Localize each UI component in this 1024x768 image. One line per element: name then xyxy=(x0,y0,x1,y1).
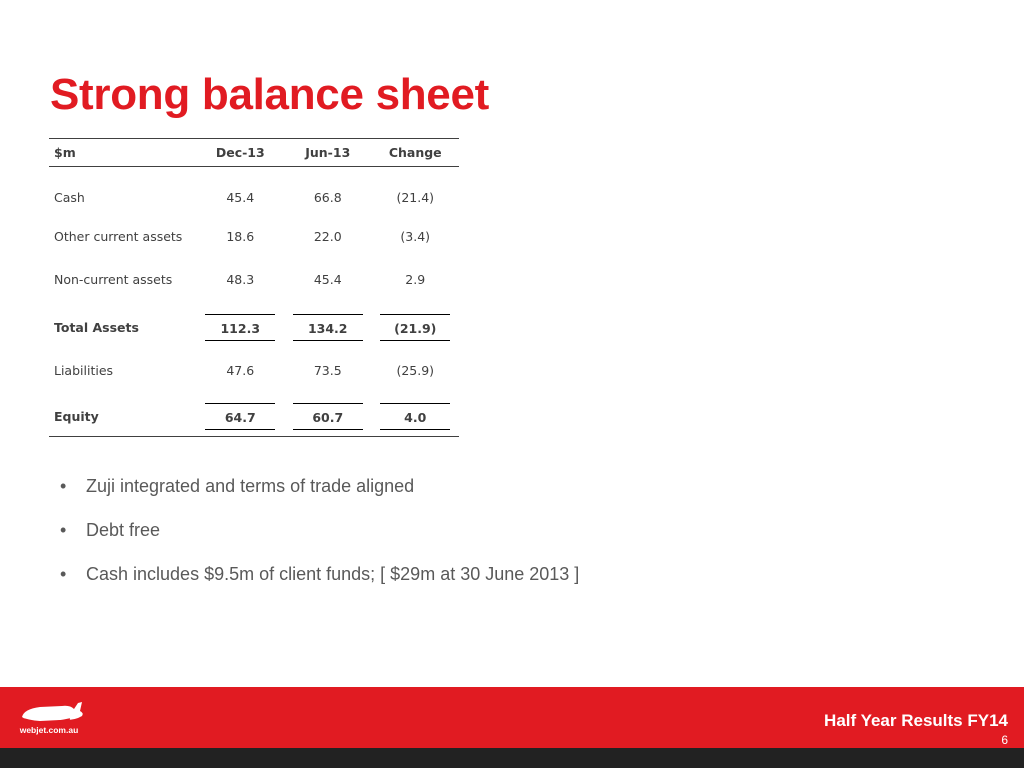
table-row xyxy=(49,215,459,258)
page-number: 6 xyxy=(1001,733,1008,747)
footer-bar xyxy=(0,687,1024,768)
table-header-row xyxy=(49,139,459,167)
table-row xyxy=(49,258,459,301)
webjet-logo xyxy=(0,687,98,748)
value-cell: 73.5 xyxy=(313,363,342,378)
value-cell: 66.8 xyxy=(313,189,342,205)
total-value: (21.9) xyxy=(380,314,450,341)
table-row-total-assets xyxy=(49,301,459,349)
bullet-dot-icon: • xyxy=(60,520,67,540)
bullet-text: Debt free xyxy=(86,520,161,540)
table-row xyxy=(49,349,459,392)
value-cell: 22.0 xyxy=(313,229,342,244)
balance-sheet-table xyxy=(49,138,459,437)
header-cell: Change xyxy=(372,139,460,167)
row-label: Liabilities xyxy=(54,363,114,378)
total-value: 60.7 xyxy=(293,403,363,430)
value-cell: (21.4) xyxy=(396,189,435,205)
row-label: Non-current assets xyxy=(54,272,173,287)
bullet-item xyxy=(60,516,579,560)
footer-title: Half Year Results FY14 xyxy=(824,711,1008,730)
logo-wordmark: webjet.com.au xyxy=(19,725,79,735)
value-cell: (25.9) xyxy=(396,363,435,378)
bullet-item xyxy=(60,472,579,516)
total-value: 134.2 xyxy=(293,314,363,341)
row-label: Total Assets xyxy=(54,319,139,335)
value-cell: 45.4 xyxy=(313,272,342,287)
header-cell: Jun-13 xyxy=(284,139,371,167)
table-row xyxy=(49,167,459,216)
value-cell: 47.6 xyxy=(226,363,255,378)
total-value: 112.3 xyxy=(205,314,275,341)
table-row-equity xyxy=(49,392,459,437)
plane-logo-icon xyxy=(0,687,98,748)
footer-dark-strip xyxy=(0,748,1024,768)
value-cell: (3.4) xyxy=(400,229,431,244)
bullet-list xyxy=(60,472,579,604)
value-cell: 48.3 xyxy=(226,272,255,287)
row-label: Cash xyxy=(54,189,85,205)
value-cell: 2.9 xyxy=(405,272,426,287)
bullet-text: Cash includes $9.5m of client funds; [ $29m at 30 June 2013 ] xyxy=(86,564,580,584)
total-value: 64.7 xyxy=(205,403,275,430)
value-cell: 45.4 xyxy=(226,189,255,205)
slide-title: Strong balance sheet xyxy=(50,70,490,119)
total-value: 4.0 xyxy=(380,403,450,430)
header-cell: $m xyxy=(49,139,197,167)
bullet-dot-icon: • xyxy=(60,564,67,584)
bullet-item xyxy=(60,560,579,604)
row-label: Other current assets xyxy=(54,229,183,244)
row-label: Equity xyxy=(49,392,197,437)
value-cell: 18.6 xyxy=(226,229,255,244)
bullet-dot-icon: • xyxy=(60,476,67,496)
bullet-text: Zuji integrated and terms of trade aligned xyxy=(86,476,415,496)
header-cell: Dec-13 xyxy=(197,139,284,167)
